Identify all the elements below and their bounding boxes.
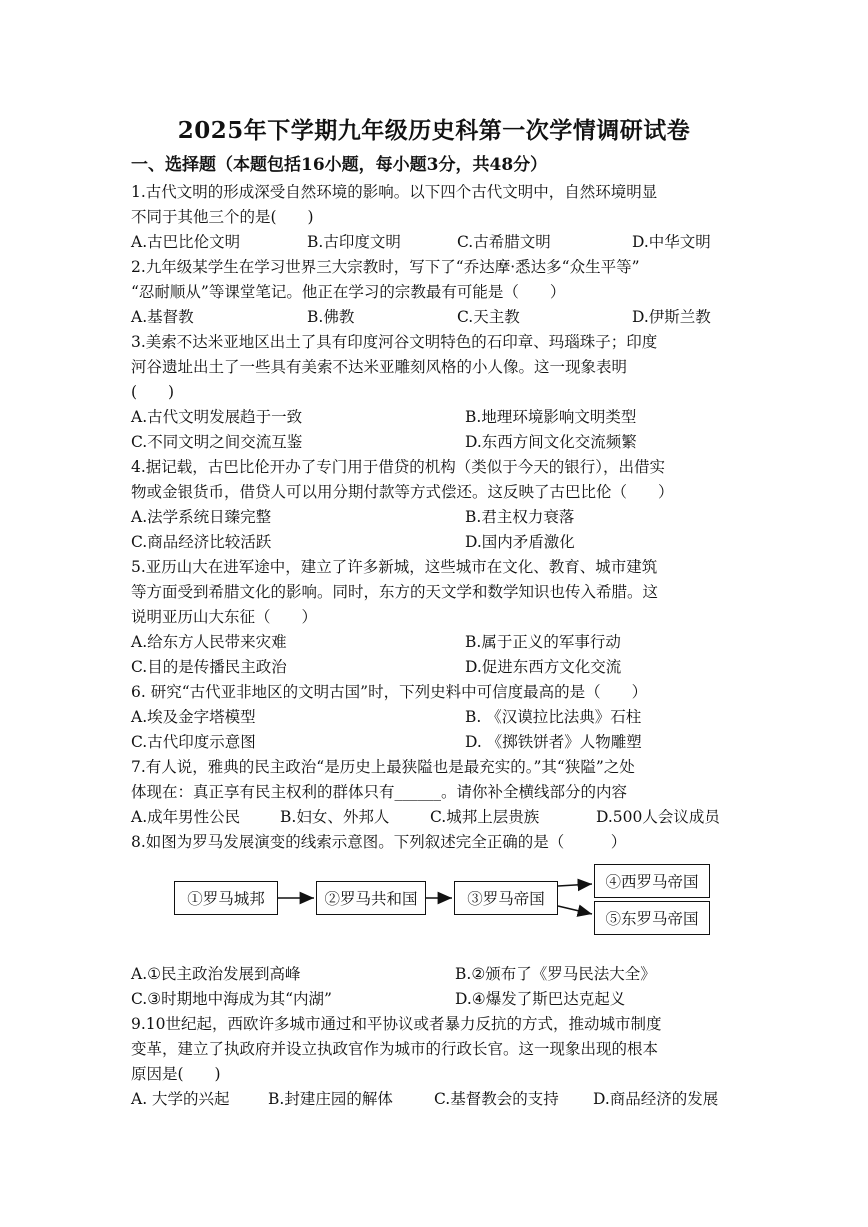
- q4-option-b: B.君主权力衰落: [465, 508, 575, 526]
- q4-option-a: A.法学系统日臻完整: [131, 508, 272, 526]
- q9-stem-line3: 原因是( ): [131, 1065, 221, 1083]
- q3-option-c: C.不同文明之间交流互鉴: [131, 433, 303, 451]
- q6-stem-line1: 6. 研究“古代亚非地区的文明古国”时，下列史料中可信度最高的是（ ）: [131, 683, 648, 701]
- q5-stem-line1: 5.亚历山大在进军途中，建立了许多新城，这些城市在文化、教育、城市建筑: [131, 558, 658, 576]
- q7-stem-line1: 7.有人说，雅典的民主政治“是历史上最狭隘也是最充实的。”其“狭隘”之处: [131, 758, 635, 776]
- q9-option-b: B.封建庄园的解体: [268, 1090, 393, 1108]
- q3-stem-line1: 3.美索不达米亚地区出土了具有印度河谷文明特色的石印章、玛瑙珠子；印度: [131, 333, 658, 351]
- q1-option-c: C.古希腊文明: [457, 233, 551, 251]
- q1-stem-line2: 不同于其他三个的是( ): [131, 208, 314, 226]
- q6-option-c: C.古代印度示意图: [131, 733, 256, 751]
- q5-option-b: B.属于正义的军事行动: [465, 633, 621, 651]
- q6-option-d: D. 《掷铁饼者》人物雕塑: [465, 733, 642, 751]
- q3-stem-line2: 河谷遗址出土了一些具有美索不达米亚雕刻风格的小人像。这一现象表明: [131, 358, 628, 376]
- q2-option-a: A.基督教: [131, 308, 194, 326]
- arrow-empire-to-west: [558, 884, 592, 886]
- q5-stem-line2: 等方面受到希腊文化的影响。同时，东方的天文学和数学知识也传入希腊。这: [131, 583, 659, 601]
- q5-option-d: D.促进东西方文化交流: [465, 658, 622, 676]
- q7-option-a: A.成年男性公民: [131, 808, 241, 826]
- q3-option-a: A.古代文明发展趋于一致: [131, 408, 303, 426]
- q2-option-d: D.伊斯兰教: [632, 308, 711, 326]
- q8-option-d: D.④爆发了斯巴达克起义: [455, 990, 626, 1008]
- q4-option-d: D.国内矛盾激化: [465, 533, 575, 551]
- q9-option-d: D.商品经济的发展: [593, 1090, 719, 1108]
- q9-option-c: C.基督教会的支持: [434, 1090, 559, 1108]
- q4-stem-line2: 物或金银货币，借贷人可以用分期付款等方式偿还。这反映了古巴比伦（ ）: [131, 483, 674, 501]
- q2-option-b: B.佛教: [307, 308, 355, 326]
- q8-stem-line1: 8.如图为罗马发展演变的线索示意图。下列叙述完全正确的是（ ）: [131, 833, 627, 851]
- diagram-box-roman-republic: ②罗马共和国: [316, 881, 426, 915]
- q5-stem-line3: 说明亚历山大东征（ ）: [131, 608, 318, 626]
- arrow-empire-to-east: [558, 906, 592, 914]
- q9-option-a: A. 大学的兴起: [131, 1090, 230, 1108]
- diagram-box-eastern-roman-empire: ⑤东罗马帝国: [594, 901, 710, 935]
- q4-option-c: C.商品经济比较活跃: [131, 533, 272, 551]
- exam-title: 2025年下学期九年级历史科第一次学情调研试卷: [177, 117, 691, 144]
- q8-option-c: C.③时期地中海成为其“内湖”: [131, 990, 332, 1008]
- q3-stem-line3: ( ): [131, 383, 175, 401]
- q5-option-a: A.给东方人民带来灾难: [131, 633, 287, 651]
- q1-option-a: A.古巴比伦文明: [131, 233, 241, 251]
- q9-stem-line1: 9.10世纪起，西欧许多城市通过和平协议或者暴力反抗的方式，推动城市制度: [131, 1015, 662, 1033]
- q8-option-b: B.②颁布了《罗马民法大全》: [455, 965, 656, 983]
- q7-option-d: D.500人会议成员: [596, 808, 720, 826]
- diagram-box-roman-empire: ③罗马帝国: [454, 881, 558, 915]
- q2-option-c: C.天主教: [457, 308, 520, 326]
- q2-stem-line1: 2.九年级某学生在学习世界三大宗教时，写下了“乔达摩·悉达多“众生平等”: [131, 258, 640, 276]
- q1-stem-line1: 1.古代文明的形成深受自然环境的影响。以下四个古代文明中，自然环境明显: [131, 183, 658, 201]
- diagram-box-roman-city-state: ①罗马城邦: [174, 881, 278, 915]
- section-heading: 一、选择题（本题包括16小题，每小题3分，共48分）: [131, 155, 548, 175]
- q4-stem-line1: 4.据记载，古巴比伦开办了专门用于借贷的机构（类似于今天的银行），出借实: [131, 458, 666, 476]
- q3-option-d: D.东西方间文化交流频繁: [465, 433, 637, 451]
- q7-option-b: B.妇女、外邦人: [280, 808, 390, 826]
- q1-option-d: D.中华文明: [632, 233, 711, 251]
- q8-option-a: A.①民主政治发展到高峰: [131, 965, 301, 983]
- q6-option-a: A.埃及金字塔模型: [131, 708, 256, 726]
- q9-stem-line2: 变革，建立了执政府并设立执政官作为城市的行政长官。这一现象出现的根本: [131, 1040, 659, 1058]
- q7-stem-line2: 体现在：真正享有民主权利的群体只有______。请你补全横线部分的内容: [131, 783, 628, 801]
- q3-option-b: B.地理环境影响文明类型: [465, 408, 637, 426]
- q5-option-c: C.目的是传播民主政治: [131, 658, 287, 676]
- q1-option-b: B.古印度文明: [307, 233, 401, 251]
- diagram-box-western-roman-empire: ④西罗马帝国: [594, 864, 710, 898]
- q7-option-c: C.城邦上层贵族: [430, 808, 540, 826]
- q6-option-b: B. 《汉谟拉比法典》石柱: [465, 708, 642, 726]
- q2-stem-line2: “忍耐顺从”等课堂笔记。他正在学习的宗教最有可能是（ ）: [131, 283, 566, 301]
